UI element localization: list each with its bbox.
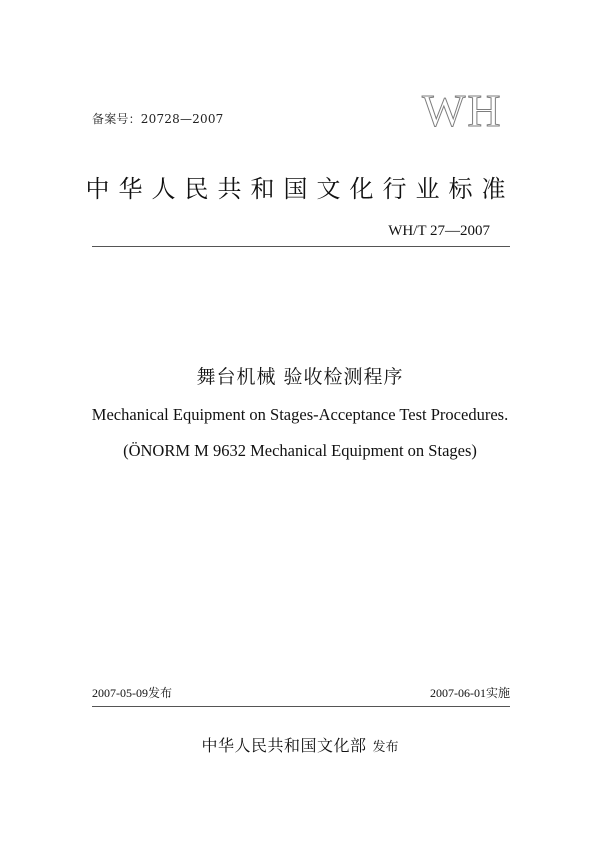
standard-category-title: 中华人民共和国文化行业标准 (85, 175, 515, 203)
issuer-line (0, 733, 600, 756)
wh-logo: WH (422, 85, 503, 136)
implementation-date: 2007-06-01实施 (430, 686, 510, 700)
document-title-english: Mechanical Equipment on Stages-Acceptance Test Procedures. (91, 405, 509, 424)
record-number: 备案号：20728—2007 (92, 112, 224, 126)
top-divider (92, 246, 510, 247)
document-title-chinese: 舞台机械 验收检测程序 (196, 366, 404, 388)
document-reference-standard: (ÖNORM M 9632 Mechanical Equipment on Stages) (123, 441, 477, 460)
standard-code: WH/T 27—2007 (388, 223, 490, 239)
issue-date: 2007-05-09发布 (92, 686, 172, 700)
issuer-name: 中华人民共和国文化部 (201, 736, 367, 755)
issuer-action: 发布 (372, 740, 399, 755)
bottom-divider (92, 706, 510, 707)
